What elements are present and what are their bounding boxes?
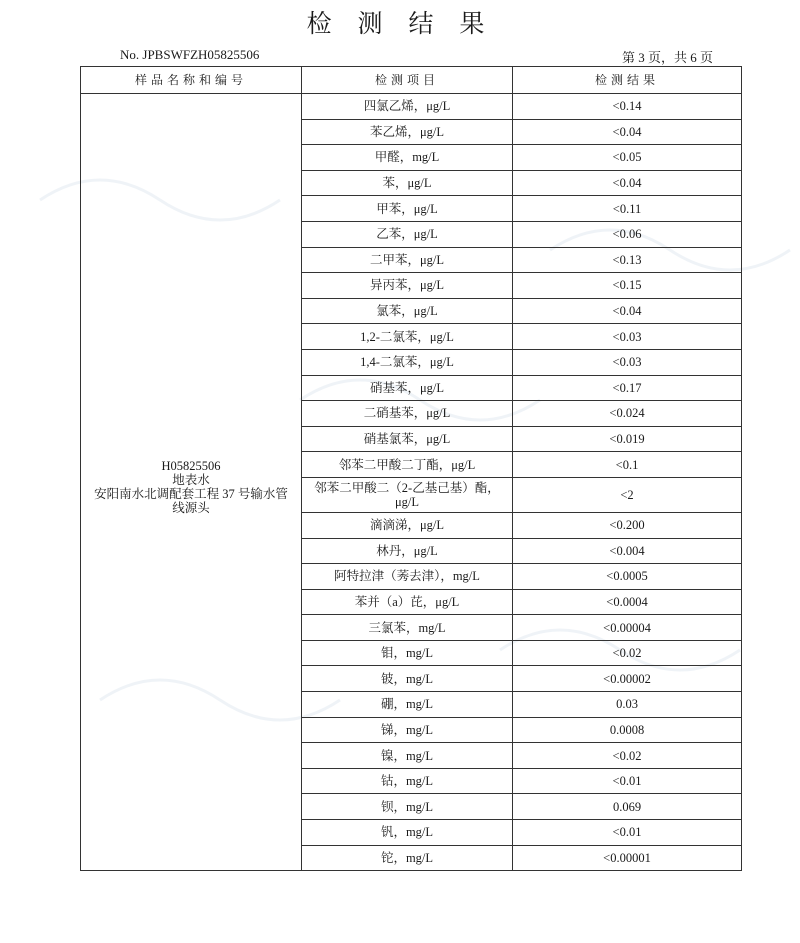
test-item: 甲苯，μg/L xyxy=(302,196,513,222)
test-result: <0.004 xyxy=(513,538,742,564)
page-title: 检 测 结 果 xyxy=(306,9,494,38)
test-result: <0.15 xyxy=(513,273,742,299)
test-result: <0.11 xyxy=(513,196,742,222)
test-item: 苯，μg/L xyxy=(302,170,513,196)
test-result: <0.05 xyxy=(513,145,742,171)
test-item: 邻苯二甲酸二丁酯，μg/L xyxy=(302,452,513,478)
test-item: 镍，mg/L xyxy=(302,743,513,769)
test-result: <0.04 xyxy=(513,119,742,145)
report-number: No. JPBSWFZH05825506 xyxy=(120,47,260,62)
test-item: 苯乙烯，μg/L xyxy=(302,119,513,145)
test-result: <2 xyxy=(513,477,742,512)
test-result: <0.024 xyxy=(513,401,742,427)
sample-info-cell xyxy=(81,94,302,871)
test-result: <0.13 xyxy=(513,247,742,273)
test-result: <0.03 xyxy=(513,324,742,350)
test-item: 邻苯二甲酸二（2-乙基己基）酯，μg/L xyxy=(302,477,513,512)
test-result: <0.17 xyxy=(513,375,742,401)
test-result: <0.14 xyxy=(513,94,742,120)
test-item: 四氯乙烯，μg/L xyxy=(302,94,513,120)
test-item: 甲醛，mg/L xyxy=(302,145,513,171)
test-result: <0.02 xyxy=(513,743,742,769)
test-item: 二硝基苯，μg/L xyxy=(302,401,513,427)
header-result: 检测结果 xyxy=(513,67,742,94)
test-item: 苯并（a）芘，μg/L xyxy=(302,589,513,615)
test-result: <0.019 xyxy=(513,426,742,452)
test-result: <0.00001 xyxy=(513,845,742,871)
test-result: 0.03 xyxy=(513,692,742,718)
sample-id: H05825506 xyxy=(161,459,221,474)
test-item: 阿特拉津（莠去津），mg/L xyxy=(302,564,513,590)
test-result: <0.200 xyxy=(513,512,742,538)
test-result: <0.01 xyxy=(513,768,742,794)
test-item: 钼，mg/L xyxy=(302,640,513,666)
header-sample: 样品名称和编号 xyxy=(81,67,302,94)
test-item: 硼，mg/L xyxy=(302,692,513,718)
header-row xyxy=(81,67,742,94)
test-item: 钒，mg/L xyxy=(302,820,513,846)
page-indicator: 第 3 页，共 6 页 xyxy=(622,50,714,65)
test-item: 硝基氯苯，μg/L xyxy=(302,426,513,452)
test-result: <0.1 xyxy=(513,452,742,478)
test-result: <0.04 xyxy=(513,298,742,324)
test-result: <0.03 xyxy=(513,349,742,375)
test-item: 三氯苯，mg/L xyxy=(302,615,513,641)
test-result: <0.00004 xyxy=(513,615,742,641)
test-result: <0.06 xyxy=(513,221,742,247)
table-row xyxy=(81,94,742,120)
results-table xyxy=(80,66,742,871)
test-item: 氯苯，μg/L xyxy=(302,298,513,324)
sample-type: 地表水 xyxy=(172,473,210,488)
test-item: 二甲苯，μg/L xyxy=(302,247,513,273)
test-result: 0.0008 xyxy=(513,717,742,743)
test-item: 硝基苯，μg/L xyxy=(302,375,513,401)
test-result: <0.0005 xyxy=(513,564,742,590)
test-result: <0.00002 xyxy=(513,666,742,692)
test-result: <0.02 xyxy=(513,640,742,666)
test-result: 0.069 xyxy=(513,794,742,820)
test-item: 1,4-二氯苯，μg/L xyxy=(302,349,513,375)
test-result: <0.01 xyxy=(513,820,742,846)
sample-location: 安阳南水北调配套工程 37 号输水管线源头 xyxy=(94,487,288,516)
test-item: 异丙苯，μg/L xyxy=(302,273,513,299)
test-item: 1,2-二氯苯，μg/L xyxy=(302,324,513,350)
header-item: 检测项目 xyxy=(302,67,513,94)
test-item: 钡，mg/L xyxy=(302,794,513,820)
test-item: 铍，mg/L xyxy=(302,666,513,692)
test-item: 滴滴涕，μg/L xyxy=(302,512,513,538)
test-item: 锑，mg/L xyxy=(302,717,513,743)
test-result: <0.0004 xyxy=(513,589,742,615)
test-item: 铊，mg/L xyxy=(302,845,513,871)
test-item: 林丹，μg/L xyxy=(302,538,513,564)
test-result: <0.04 xyxy=(513,170,742,196)
test-item: 钴，mg/L xyxy=(302,768,513,794)
test-item: 乙苯，μg/L xyxy=(302,221,513,247)
